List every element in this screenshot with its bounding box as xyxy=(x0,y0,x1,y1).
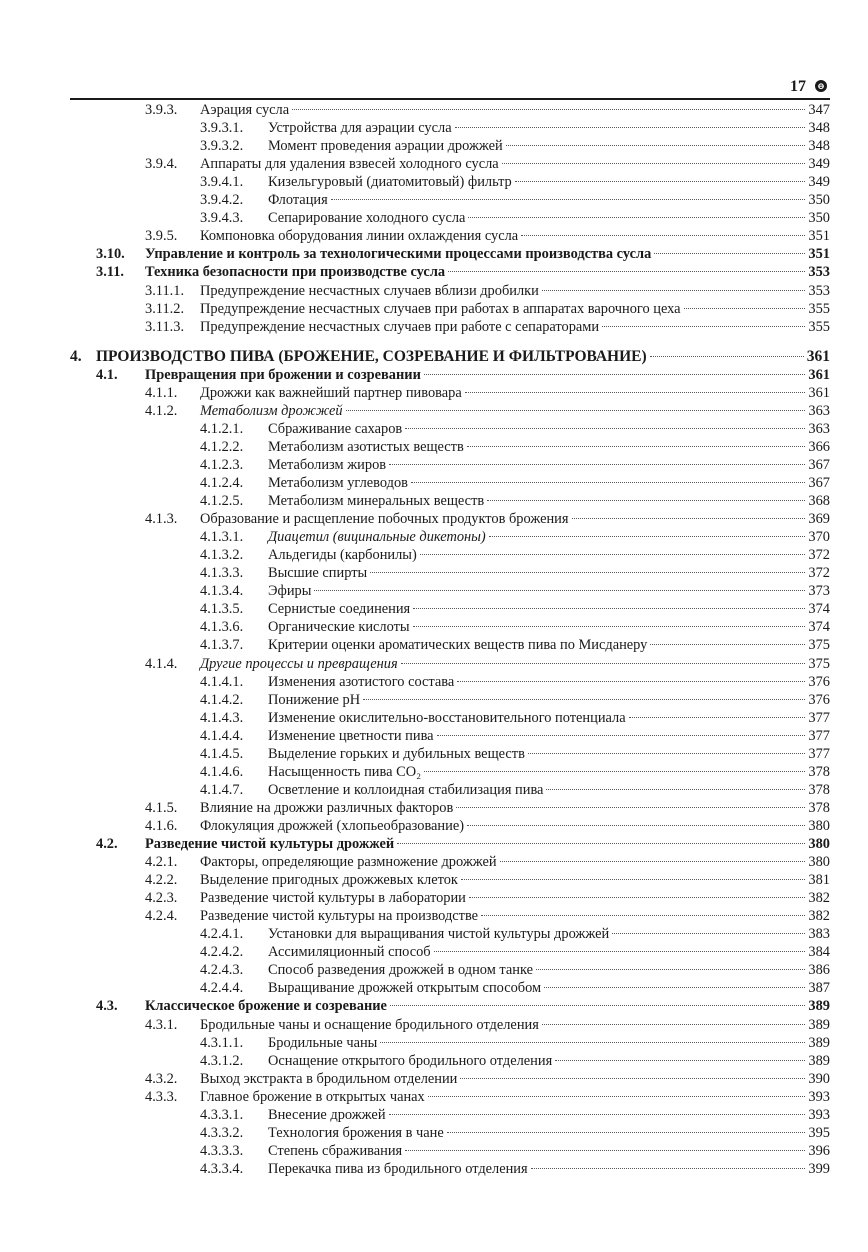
toc-entry xyxy=(0,155,868,173)
dot-leader xyxy=(544,987,805,988)
toc-entry-number: 4.1.4. xyxy=(145,655,178,672)
toc-entry xyxy=(0,263,868,281)
toc-entry xyxy=(0,438,868,456)
dot-leader xyxy=(456,807,805,808)
toc-entry-title: Диацетил (вицинальные дикетоны) xyxy=(268,529,486,546)
toc-entry-page: 367 xyxy=(808,456,830,473)
toc-entry-page: 377 xyxy=(808,709,830,726)
page-number: 17 xyxy=(790,78,806,95)
dot-leader xyxy=(405,1150,805,1151)
toc-entry-number: 4.1.4.7. xyxy=(200,781,244,798)
toc-entry-page: 382 xyxy=(808,908,830,925)
toc-entry-page: 363 xyxy=(808,402,830,419)
toc-entry-title: Влияние на дрожжи различных факторов xyxy=(200,799,454,816)
toc-entry-page: 363 xyxy=(808,420,830,437)
dot-leader xyxy=(401,663,806,664)
toc-entry-page: 389 xyxy=(808,998,830,1015)
toc-entry xyxy=(0,1088,868,1106)
dot-leader xyxy=(413,608,805,609)
toc-entry xyxy=(0,636,868,654)
toc-entry xyxy=(0,799,868,817)
toc-entry-title: Насыщенность пива CO₂ xyxy=(268,763,422,780)
toc-entry-title: Предупреждение несчастных случаев при работах в аппаратах варочного цеха xyxy=(200,300,681,317)
toc-entry-title: Предупреждение несчастных случаев при работе с сепараторами xyxy=(200,318,600,335)
dot-leader xyxy=(502,163,806,164)
toc-entry xyxy=(0,979,868,997)
toc-entry-page: 378 xyxy=(808,781,830,798)
dot-leader xyxy=(531,1168,806,1169)
dot-leader xyxy=(437,735,806,736)
toc-entry xyxy=(0,691,868,709)
toc-entry-page: 387 xyxy=(808,980,830,997)
dot-leader xyxy=(489,536,806,537)
dot-leader xyxy=(314,590,805,591)
dot-leader xyxy=(467,446,806,447)
dot-leader xyxy=(500,861,806,862)
dot-leader xyxy=(602,326,805,327)
toc-entry xyxy=(0,227,868,245)
toc-entry-number: 4.1.4.6. xyxy=(200,763,244,780)
toc-entry-title: Изменение окислительно-восстановительного потенциала xyxy=(268,709,626,726)
toc-entry xyxy=(0,727,868,745)
toc-entry-title: Управление и контроль за технологическими процессами производства сусла xyxy=(145,246,652,263)
dot-leader xyxy=(521,235,805,236)
toc-entry-page: 347 xyxy=(808,102,830,118)
toc-entry-number: 4.1.4.3. xyxy=(200,709,244,726)
dot-leader xyxy=(555,1060,805,1061)
toc-entry-page: 351 xyxy=(808,228,830,245)
dot-leader xyxy=(654,253,805,254)
dot-leader xyxy=(468,217,805,218)
dot-leader xyxy=(542,290,806,291)
dot-leader xyxy=(380,1042,805,1043)
toc-entry xyxy=(0,1052,868,1070)
dot-leader xyxy=(455,127,806,128)
toc-entry xyxy=(0,673,868,691)
toc-entry-page: 348 xyxy=(808,138,830,155)
toc-entry-number: 4.3.1.1. xyxy=(200,1034,244,1051)
toc-entry-page: 384 xyxy=(808,944,830,961)
dot-leader xyxy=(461,879,806,880)
toc-entry-title: Момент проведения аэрации дрожжей xyxy=(268,138,503,155)
toc-entry-title: Установки для выращивания чистой культуры дрожжей xyxy=(268,926,610,943)
toc-entry xyxy=(0,781,868,799)
toc-entry-number: 4.1. xyxy=(96,366,118,383)
toc-entry-number: 3.9.4. xyxy=(145,156,178,173)
dot-leader xyxy=(447,1132,806,1133)
toc-entry-page: 369 xyxy=(808,511,830,528)
toc-entry-number: 4.2.4.4. xyxy=(200,980,244,997)
header-rule xyxy=(70,98,830,100)
toc-entry-number: 3.9.3. xyxy=(145,102,178,118)
toc-entry-number: 4.2.4.2. xyxy=(200,944,244,961)
toc-entry-number: 3.11.3. xyxy=(145,318,185,335)
toc-entry xyxy=(0,582,868,600)
toc-entry xyxy=(0,618,868,636)
dot-leader xyxy=(481,915,805,916)
toc-entry xyxy=(0,282,868,300)
toc-entry-number: 4.1.3.5. xyxy=(200,601,244,618)
dot-leader xyxy=(469,897,806,898)
toc-entry-title: Разведение чистой культуры на производстве xyxy=(200,908,479,925)
toc-entry-title: Органические кислоты xyxy=(268,619,410,636)
toc-entry-page: 382 xyxy=(808,890,830,907)
dot-leader xyxy=(389,1114,806,1115)
toc-entry xyxy=(0,101,868,119)
dot-leader xyxy=(650,356,804,357)
toc-entry-number: 3.10. xyxy=(96,246,125,263)
toc-entry-number: 4.1.4.1. xyxy=(200,673,244,690)
toc-entry-number: 4.1.3.1. xyxy=(200,529,244,546)
toc-entry-page: 370 xyxy=(808,529,830,546)
toc-entry-page: 349 xyxy=(808,174,830,191)
toc-entry xyxy=(0,925,868,943)
toc-entry-page: 389 xyxy=(808,1034,830,1051)
toc-entry-title: Флотация xyxy=(268,192,328,209)
toc-entry-title: Ассимиляционный способ xyxy=(268,944,431,961)
toc-entry-number: 3.9.4.2. xyxy=(200,192,244,209)
dot-leader xyxy=(528,753,806,754)
dot-leader xyxy=(390,1005,805,1006)
toc-entry-number: 4.2.4.1. xyxy=(200,926,244,943)
toc-entry-title: ПРОИЗВОДСТВО ПИВА (БРОЖЕНИЕ, СОЗРЕВАНИЕ И ФИЛЬТРОВАНИЕ) xyxy=(96,347,647,365)
toc-entry-title: Классическое брожение и созревание xyxy=(145,998,387,1015)
toc-entry-page: 378 xyxy=(808,799,830,816)
toc-entry-number: 4.1.3.2. xyxy=(200,547,244,564)
toc-entry-page: 377 xyxy=(808,745,830,762)
toc-entry-title: Метаболизм дрожжей xyxy=(200,402,343,419)
toc-entry-title: Разведение чистой культуры в лаборатории xyxy=(200,890,466,907)
toc-entry-page: 374 xyxy=(808,619,830,636)
toc-entry-number: 3.11. xyxy=(96,264,124,281)
toc-entry-number: 4.3.3.4. xyxy=(200,1160,244,1177)
toc-entry xyxy=(0,510,868,528)
dot-leader xyxy=(536,969,805,970)
toc-entry-number: 4.1.2.3. xyxy=(200,456,244,473)
toc-entry-page: 350 xyxy=(808,192,830,209)
toc-entry xyxy=(0,420,868,438)
toc-entry-page: 378 xyxy=(808,763,830,780)
toc-entry-page: 350 xyxy=(808,210,830,227)
toc-entry-number: 3.9.4.1. xyxy=(200,174,244,191)
toc-entry-number: 4.1.2.1. xyxy=(200,420,244,437)
dot-leader xyxy=(292,109,805,110)
toc-entry-number: 4.3.3.1. xyxy=(200,1106,244,1123)
toc-entry-page: 376 xyxy=(808,691,830,708)
toc-entry xyxy=(0,402,868,420)
toc-entry-number: 4.2.4. xyxy=(145,908,178,925)
toc-entry-page: 386 xyxy=(808,962,830,979)
toc-entry-number: 4.3. xyxy=(96,998,118,1015)
dot-leader xyxy=(405,428,805,429)
toc-entry-page: 355 xyxy=(808,318,830,335)
toc-entry-title: Метаболизм минеральных веществ xyxy=(268,493,485,510)
toc-entry-title: Кизельгуровый (диатомитовый) фильтр xyxy=(268,174,512,191)
toc-entry xyxy=(0,209,868,227)
dot-leader xyxy=(612,933,805,934)
dot-leader xyxy=(487,500,805,501)
toc-entry xyxy=(0,997,868,1015)
toc-entry-page: 361 xyxy=(808,366,830,383)
toc-entry-number: 4.1.3.4. xyxy=(200,583,244,600)
toc-entry-title: Устройства для аэрации сусла xyxy=(268,120,452,137)
toc-entry-title: Сернистые соединения xyxy=(268,601,411,618)
page-marker-icon: ⊖ xyxy=(815,80,827,92)
toc-entry-title: Факторы, определяющие размножение дрожжей xyxy=(200,854,497,871)
toc-entry-number: 4.1.1. xyxy=(145,384,178,401)
toc-entry-title: Метаболизм углеводов xyxy=(268,475,408,491)
dot-leader xyxy=(515,181,806,182)
dot-leader xyxy=(370,572,805,573)
toc-entry-number: 3.9.3.1. xyxy=(200,120,244,137)
toc-entry xyxy=(0,1142,868,1160)
toc-entry xyxy=(0,853,868,871)
toc-entry-number: 4.3.1.2. xyxy=(200,1052,244,1069)
toc-entry-page: 368 xyxy=(808,493,830,510)
dot-leader xyxy=(428,1096,806,1097)
toc-entry-title: Выращивание дрожжей открытым способом xyxy=(268,980,542,997)
toc-entry-number: 4.1.3.7. xyxy=(200,637,244,654)
toc-entry xyxy=(0,1070,868,1088)
toc-entry-page: 399 xyxy=(808,1160,830,1177)
toc-entry-number: 4.1.2.5. xyxy=(200,493,244,510)
toc-entry-title: Внесение дрожжей xyxy=(268,1106,386,1123)
toc-entry-page: 380 xyxy=(808,854,830,871)
dot-leader xyxy=(420,554,806,555)
toc-entry-title: Выделение пригодных дрожжевых клеток xyxy=(200,872,458,889)
toc-entry-number: 4.1.3.3. xyxy=(200,565,244,582)
toc-entry xyxy=(0,889,868,907)
toc-entry-number: 4.3.2. xyxy=(145,1070,178,1087)
toc-entry-number: 3.9.4.3. xyxy=(200,210,244,227)
toc-entry-number: 4.3.3.2. xyxy=(200,1124,244,1141)
toc-entry-number: 4. xyxy=(70,347,82,365)
dot-leader xyxy=(467,825,805,826)
toc-entry-number: 4.1.6. xyxy=(145,817,178,834)
toc-entry-page: 389 xyxy=(808,1016,830,1033)
toc-entry-title: Осветление и коллоидная стабилизация пива xyxy=(268,781,544,798)
toc-entry xyxy=(0,1106,868,1124)
dot-leader xyxy=(629,717,806,718)
toc-entry xyxy=(0,709,868,727)
dot-leader xyxy=(389,464,805,465)
toc-entry-title: Выход экстракта в бродильном отделении xyxy=(200,1070,458,1087)
toc-entry-number: 4.2.1. xyxy=(145,854,178,871)
dot-leader xyxy=(465,392,806,393)
dot-leader xyxy=(346,410,806,411)
toc-entry xyxy=(0,191,868,209)
toc-entry xyxy=(0,655,868,673)
toc-entry-number: 4.1.4.2. xyxy=(200,691,244,708)
toc-entry-number: 4.1.4.4. xyxy=(200,727,244,744)
toc-entry-title: Альдегиды (карбонилы) xyxy=(268,547,417,564)
toc-entry-title: Превращения при брожении и созревании xyxy=(145,366,421,383)
toc-entry-title: Изменения азотистого состава xyxy=(268,673,455,690)
dot-leader xyxy=(397,843,805,844)
toc-entry-title: Разведение чистой культуры дрожжей xyxy=(145,836,395,852)
toc-entry xyxy=(0,492,868,510)
dot-leader xyxy=(457,681,805,682)
toc-entry-title: Образование и расщепление побочных продуктов брожения xyxy=(200,511,569,528)
toc-entry-number: 4.3.3. xyxy=(145,1088,178,1105)
toc-entry xyxy=(0,173,868,191)
dot-leader xyxy=(448,271,805,272)
toc-entry xyxy=(0,1124,868,1142)
dot-leader xyxy=(434,951,806,952)
dot-leader xyxy=(684,308,806,309)
toc-entry-title: Сепарирование холодного сусла xyxy=(268,210,466,227)
toc-entry xyxy=(0,245,868,263)
dot-leader xyxy=(546,789,805,790)
toc-entry xyxy=(0,1160,868,1178)
toc-entry xyxy=(0,384,868,402)
toc-entry-title: Метаболизм жиров xyxy=(268,456,387,473)
toc-entry-title: Главное брожение в открытых чанах xyxy=(200,1088,425,1105)
toc-entry-title: Оснащение открытого бродильного отделения xyxy=(268,1052,553,1069)
toc-entry xyxy=(0,300,868,318)
toc-entry-page: 351 xyxy=(808,246,830,263)
toc-entry-number: 4.2.3. xyxy=(145,890,178,907)
toc-entry-title: Флокуляция дрожжей (хлопьеобразование) xyxy=(200,817,465,834)
dot-leader xyxy=(506,145,806,146)
toc-entry-page: 367 xyxy=(808,475,830,491)
dot-leader xyxy=(572,518,806,519)
toc-entry xyxy=(0,137,868,155)
toc-entry-number: 4.1.4.5. xyxy=(200,745,244,762)
toc-entry-page: 361 xyxy=(808,384,830,401)
toc-entry xyxy=(0,474,868,492)
toc-entry-number: 4.1.5. xyxy=(145,799,178,816)
toc-entry-title: Аппараты для удаления взвесей холодного сусла xyxy=(200,156,499,173)
toc-entry-page: 348 xyxy=(808,120,830,137)
toc-entry-number: 3.11.1. xyxy=(145,282,185,299)
toc-entry xyxy=(0,907,868,925)
toc-entry-number: 4.2.4.3. xyxy=(200,962,244,979)
toc-entry-number: 4.1.2. xyxy=(145,402,178,419)
toc-entry-title: Компоновка оборудования линии охлаждения сусла xyxy=(200,228,519,245)
toc-entry-title: Высшие спирты xyxy=(268,565,368,582)
toc-entry xyxy=(0,745,868,763)
toc-entry-page: 393 xyxy=(808,1106,830,1123)
toc-entry-title: Технология брожения в чане xyxy=(268,1124,444,1141)
toc-entry xyxy=(0,119,868,137)
toc-entry-number: 4.3.1. xyxy=(145,1016,178,1033)
toc-entry-number: 4.3.3.3. xyxy=(200,1142,244,1159)
toc-entry-number: 3.9.5. xyxy=(145,228,178,245)
toc-entry-title: Понижение рН xyxy=(268,691,361,708)
toc-entry-page: 375 xyxy=(808,655,830,672)
toc-entry xyxy=(0,817,868,835)
dot-leader xyxy=(650,644,805,645)
toc-entry-page: 375 xyxy=(808,637,830,654)
toc-entry-page: 355 xyxy=(808,300,830,317)
dot-leader xyxy=(542,1024,806,1025)
toc-entry-page: 393 xyxy=(808,1088,830,1105)
dot-leader xyxy=(331,199,806,200)
toc-entry-page: 372 xyxy=(808,547,830,564)
toc-entry-page: 380 xyxy=(808,817,830,834)
dot-leader xyxy=(424,374,806,375)
toc-entry-number: 3.9.3.2. xyxy=(200,138,244,155)
toc-entry-page: 383 xyxy=(808,926,830,943)
toc-entry xyxy=(0,1016,868,1034)
toc-entry-number: 4.2. xyxy=(96,836,118,852)
toc-entry-title: Эфиры xyxy=(268,583,312,600)
dot-leader xyxy=(460,1078,805,1079)
toc-entry-page: 381 xyxy=(808,872,830,889)
toc-entry-page: 390 xyxy=(808,1070,830,1087)
toc-entry-title: Выделение горьких и дубильных веществ xyxy=(268,745,525,762)
toc-entry-number: 3.11.2. xyxy=(145,300,185,317)
toc-entry-page: 377 xyxy=(808,727,830,744)
toc-entry-title: Перекачка пива из бродильного отделения xyxy=(268,1160,528,1177)
toc-entry xyxy=(0,600,868,618)
toc-entry-title: Бродильные чаны xyxy=(268,1034,378,1051)
toc-entry-title: Другие процессы и превращения xyxy=(200,655,398,672)
toc-entry xyxy=(0,318,868,336)
toc-entry-title: Бродильные чаны и оснащение бродильного отделения xyxy=(200,1016,539,1033)
toc-entry-title: Способ разведения дрожжей в одном танке xyxy=(268,962,533,979)
toc-entry xyxy=(0,763,868,781)
toc-entry xyxy=(0,348,868,366)
dot-leader xyxy=(413,626,806,627)
toc-entry-page: 389 xyxy=(808,1052,830,1069)
dot-leader xyxy=(424,771,805,772)
toc-entry-number: 4.1.3.6. xyxy=(200,619,244,636)
toc-entry-page: 395 xyxy=(808,1124,830,1141)
toc-entry-number: 4.1.2.2. xyxy=(200,438,244,455)
toc-entry-page: 373 xyxy=(808,583,830,600)
toc-entry xyxy=(0,456,868,474)
toc-entry xyxy=(0,871,868,889)
toc-entry-page: 349 xyxy=(808,156,830,173)
toc-entry-number: 4.2.2. xyxy=(145,872,178,889)
toc-entry-title: Степень сбраживания xyxy=(268,1142,403,1159)
toc-entry-title: Дрожжи как важнейший партнер пивовара xyxy=(200,384,462,401)
toc-entry-number: 4.1.3. xyxy=(145,511,178,528)
toc-entry-title: Метаболизм азотистых веществ xyxy=(268,438,464,455)
toc-entry-page: 376 xyxy=(808,673,830,690)
dot-leader xyxy=(363,699,805,700)
toc-entry-title: Техника безопасности при производстве сусла xyxy=(145,264,446,281)
toc-entry xyxy=(0,835,868,853)
toc-entry-page: 374 xyxy=(808,601,830,618)
toc-entry-page: 353 xyxy=(808,264,830,281)
toc-entry-title: Критерии оценки ароматических веществ пива по Мисданеру xyxy=(268,637,648,654)
toc-entry xyxy=(0,366,868,384)
toc-entry-title: Аэрация сусла xyxy=(200,102,290,118)
toc-entry-page: 380 xyxy=(808,836,830,852)
toc-entry-page: 353 xyxy=(808,282,830,299)
toc-entry xyxy=(0,1034,868,1052)
toc-entry-page: 366 xyxy=(808,438,830,455)
toc-entry xyxy=(0,961,868,979)
dot-leader xyxy=(411,482,805,483)
toc-entry-page: 361 xyxy=(806,347,830,365)
toc-entry-title: Сбраживание сахаров xyxy=(268,420,403,437)
toc-entry xyxy=(0,943,868,961)
toc-entry-title: Изменение цветности пива xyxy=(268,727,434,744)
toc-entry-title: Предупреждение несчастных случаев вблизи дробилки xyxy=(200,282,539,299)
toc-entry-number: 4.1.2.4. xyxy=(200,475,244,491)
toc-entry-page: 396 xyxy=(808,1142,830,1159)
toc-entry xyxy=(0,546,868,564)
toc-entry xyxy=(0,564,868,582)
toc-entry-page: 372 xyxy=(808,565,830,582)
toc-entry xyxy=(0,528,868,546)
